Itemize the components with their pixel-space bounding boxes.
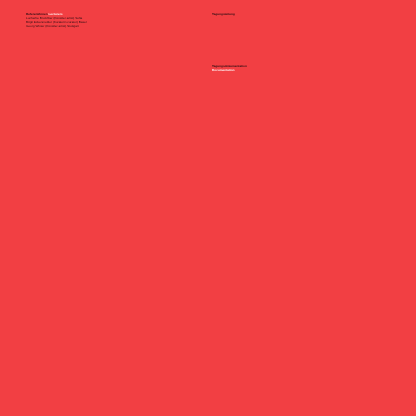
participant-item [26, 24, 87, 28]
documentation-section [212, 64, 247, 72]
participants-section [26, 12, 87, 28]
participants-heading-en: Lecturers [48, 12, 63, 16]
participant-name: Georg Winter [26, 24, 45, 29]
participants-list [26, 16, 87, 28]
participant-role: (Künstler artist) Stuttgart [45, 24, 79, 29]
documentation-heading-en: Documentation [212, 68, 235, 73]
participant-role: (Kuratorin curator) Basel [52, 20, 87, 25]
conference-lead-heading: Tagungsleitung [212, 12, 235, 16]
participant-name: Birgit Eckenmettler [26, 20, 52, 25]
participants-heading-de: Referent/innen [26, 12, 48, 16]
conference-lead-section [212, 12, 235, 16]
participant-name: Lucherbe Bruzzllier [26, 16, 53, 21]
participant-role: (Künstler artist) Sofia [53, 16, 83, 21]
documentation-heading: Tagungsdokumentation [212, 64, 247, 68]
